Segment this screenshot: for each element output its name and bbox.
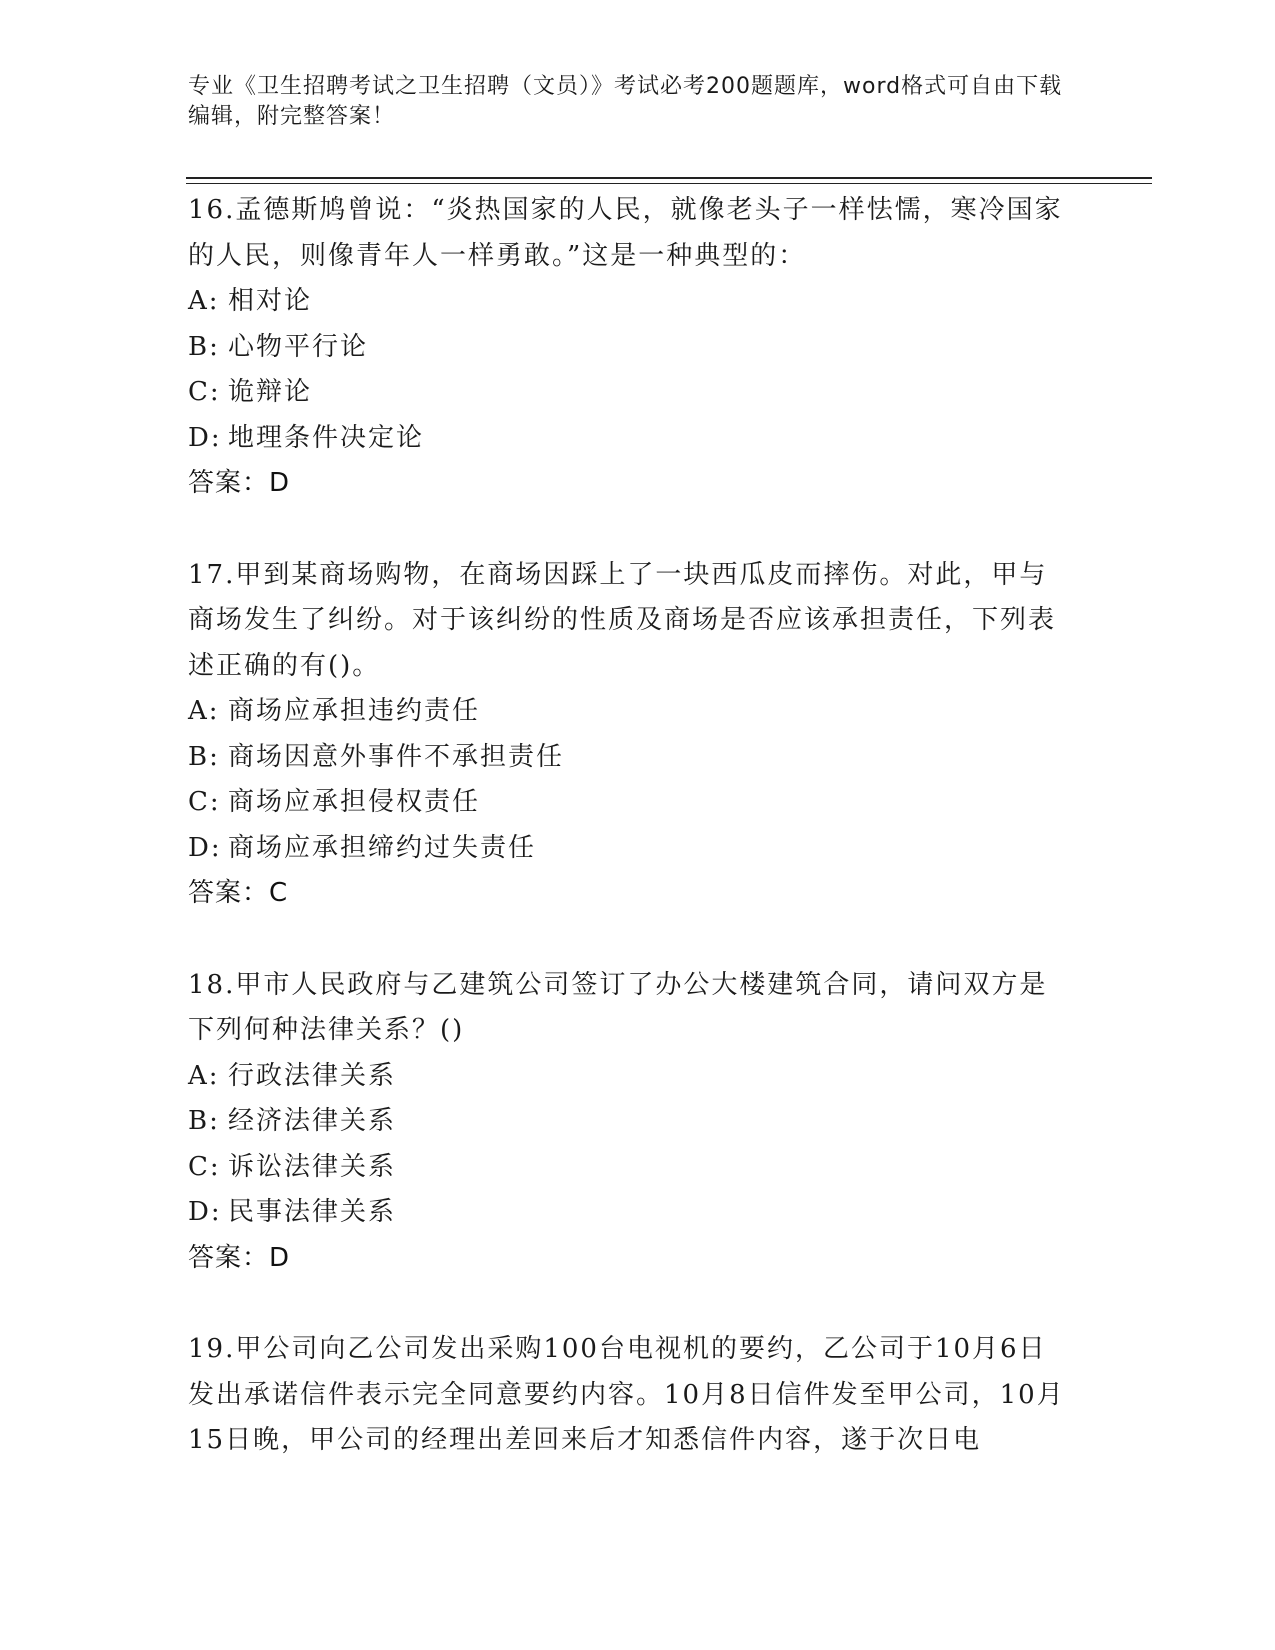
- option-b: [188, 325, 1088, 371]
- option-text: 地理条件决定论: [228, 422, 425, 453]
- option-letter: D:: [188, 1197, 222, 1227]
- option-text: 行政法律关系: [228, 1060, 397, 1091]
- option-b: [188, 1099, 1088, 1145]
- answer-line: 答案：C: [188, 878, 289, 908]
- option-text: 商场因意外事件不承担责任: [228, 741, 565, 772]
- option-letter: A:: [188, 1060, 220, 1091]
- option-d: [188, 1190, 1088, 1236]
- option-a: [188, 1054, 1088, 1100]
- option-text: 经济法律关系: [228, 1106, 397, 1136]
- question-stem: 17.甲到某商场购物，在商场因踩上了一块西瓜皮而摔伤。对此，甲与商场发生了纠纷。对于该纠纷的性质及商场是否应该承担责任，下列表述正确的有()。: [188, 559, 1057, 681]
- option-text: 诉讼法律关系: [228, 1151, 397, 1182]
- option-letter: C:: [188, 787, 221, 817]
- answer-line: 答案：D: [188, 468, 291, 498]
- option-text: 相对论: [228, 286, 313, 316]
- option-text: 商场应承担侵权责任: [228, 787, 481, 817]
- option-letter: B:: [188, 1106, 220, 1136]
- header-divider-thick: [186, 177, 1152, 179]
- question-16: [188, 188, 1088, 507]
- option-letter: A:: [188, 696, 220, 726]
- option-text: 诡辩论: [228, 377, 313, 407]
- option-letter: D:: [188, 422, 222, 453]
- option-text: 心物平行论: [228, 331, 369, 362]
- option-text: 商场应承担违约责任: [228, 696, 481, 726]
- option-letter: C:: [188, 377, 221, 407]
- option-d: [188, 826, 1088, 872]
- option-c: [188, 1145, 1088, 1191]
- option-letter: B:: [188, 741, 220, 772]
- document-header: 专业《卫生招聘考试之卫生招聘（文员）》考试必考200题题库，word格式可自由下载编辑，附完整答案！: [188, 74, 1063, 129]
- question-stem: 19.甲公司向乙公司发出采购100台电视机的要约，乙公司于10月6日发出承诺信件表示完全同意要约内容。10月8日信件发至甲公司，10月15日晚，甲公司的经理出差回来后才知悉信件内容，遂于次日电: [188, 1334, 1065, 1455]
- option-letter: B:: [188, 331, 220, 362]
- option-d: [188, 416, 1088, 462]
- option-a: [188, 689, 1088, 735]
- option-letter: C:: [188, 1151, 221, 1182]
- option-letter: A:: [188, 286, 220, 316]
- option-a: [188, 279, 1088, 325]
- option-letter: D:: [188, 832, 222, 863]
- question-18: [188, 963, 1088, 1282]
- option-b: [188, 735, 1088, 781]
- question-19: [188, 1327, 1088, 1464]
- option-text: 商场应承担缔约过失责任: [228, 832, 537, 863]
- question-17: [188, 553, 1088, 917]
- header-divider-thin: [186, 183, 1152, 184]
- question-stem: 16.孟德斯鸠曾说：“炎热国家的人民，就像老头子一样怯懦，寒冷国家的人民，则像青年人一样勇敢。”这是一种典型的：: [188, 195, 1063, 271]
- option-c: [188, 370, 1088, 416]
- question-stem: 18.甲市人民政府与乙建筑公司签订了办公大楼建筑合同，请问双方是下列何种法律关系？(): [188, 969, 1048, 1045]
- answer-line: 答案：D: [188, 1242, 291, 1273]
- option-c: [188, 780, 1088, 826]
- question-list: [188, 188, 1088, 1464]
- option-text: 民事法律关系: [228, 1197, 397, 1227]
